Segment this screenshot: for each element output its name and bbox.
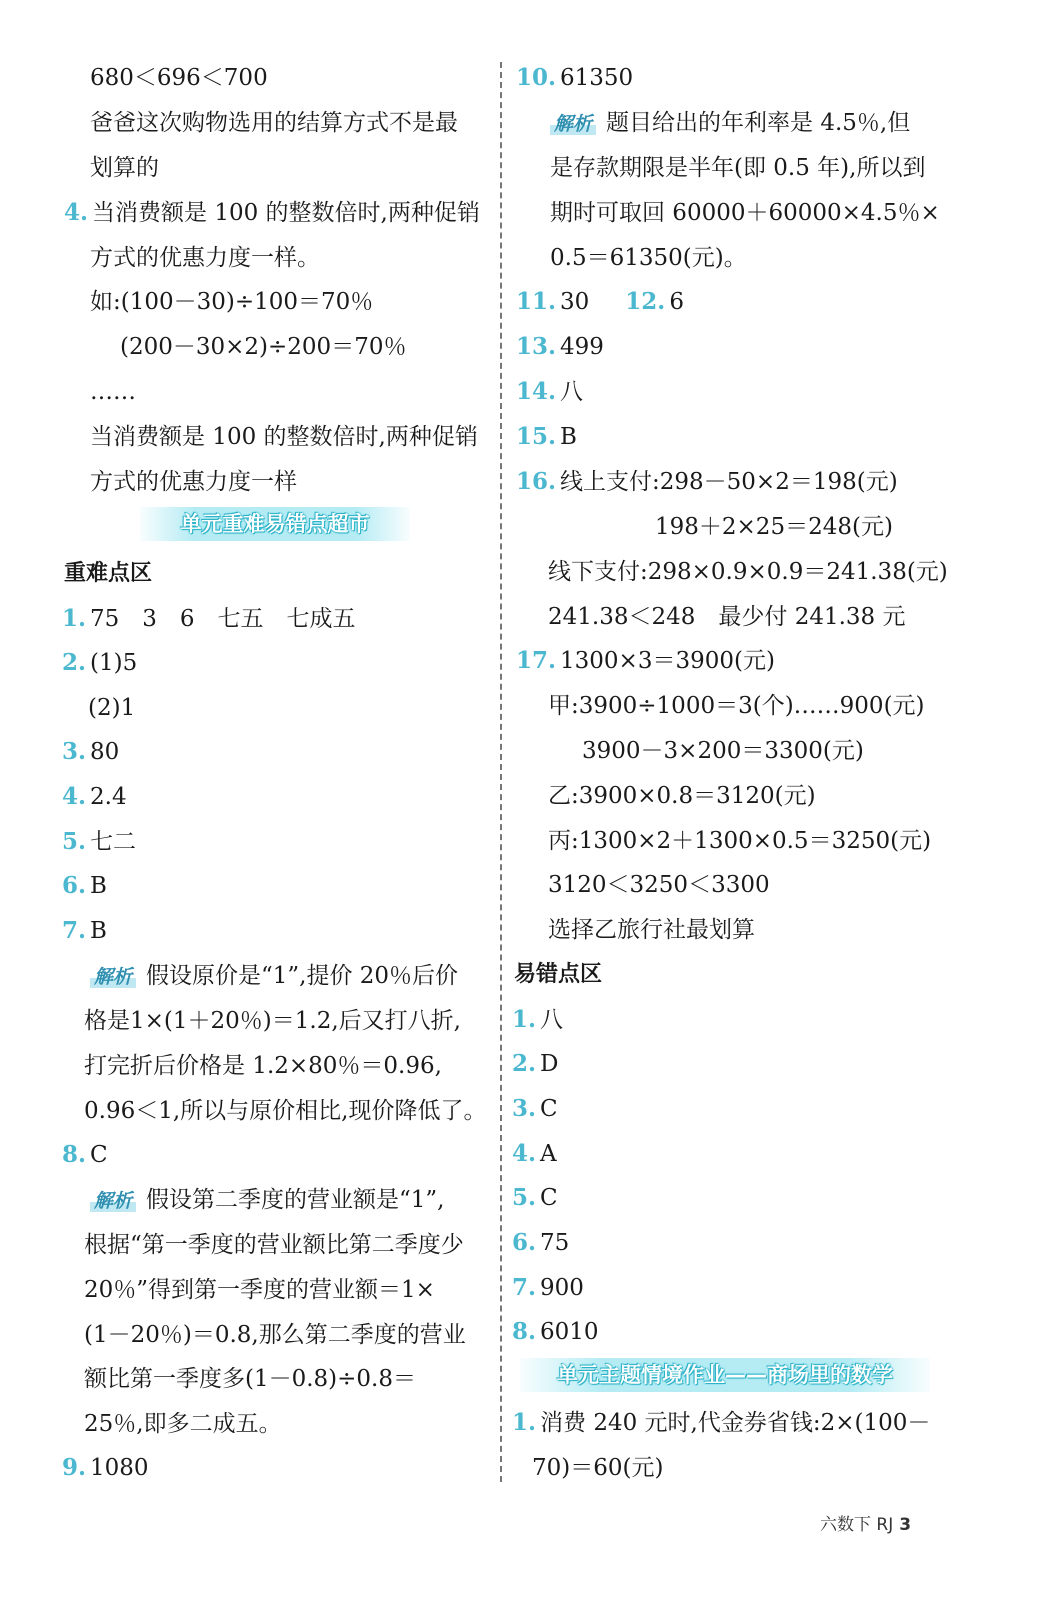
answer-text: 七二 [90, 829, 137, 855]
analysis-line: 0.5＝61350(元)。 [550, 245, 747, 271]
analysis-line: (1－20％)＝0.8,那么第二季度的营业 [84, 1322, 466, 1348]
answer-line [62, 647, 137, 679]
item-number: 1. [512, 1006, 537, 1033]
item-number: 13. [516, 333, 557, 360]
item-number: 7. [512, 1274, 537, 1301]
answer-text: 6010 [540, 1319, 599, 1345]
answer-line [62, 781, 127, 813]
answer-line [512, 1227, 569, 1259]
answer-line [516, 645, 775, 677]
text-line: 198＋2×25＝248(元) [655, 514, 893, 540]
text-line: …… [90, 379, 136, 405]
answer-text: 当消费额是 100 的整数倍时,两种促销 [92, 200, 480, 226]
text-line: 甲:3900÷1000＝3(个)……900(元) [548, 693, 925, 719]
answer-text: 75 [540, 1230, 570, 1256]
analysis-line [90, 960, 458, 993]
answer-line [512, 1182, 558, 1214]
text-line: 当消费额是 100 的整数倍时,两种促销 [90, 424, 478, 450]
item-number: 15. [516, 423, 557, 450]
text-line: 3900－3×200＝3300(元) [582, 738, 864, 764]
answer-line [62, 1139, 108, 1171]
section-heading: 重难点区 [64, 561, 153, 586]
item-number: 11. [516, 288, 557, 315]
item-number: 1. [512, 1409, 537, 1436]
text-line: 选择乙旅行社最划算 [548, 917, 755, 943]
answer-text: 900 [540, 1275, 584, 1301]
text-line: 丙:1300×2＋1300×0.5＝3250(元) [548, 828, 932, 854]
analysis-line: 0.96＜1,所以与原价相比,现价降低了。 [84, 1098, 487, 1124]
item-number: 6. [512, 1229, 537, 1256]
page-footer [820, 1510, 911, 1535]
answer-line [512, 1407, 930, 1439]
item-number: 4. [62, 783, 87, 810]
answer-text: (2)1 [88, 695, 136, 721]
item-number: 2. [512, 1050, 537, 1077]
text-line: 方式的优惠力度一样 [90, 469, 297, 495]
answer-text: 2.4 [90, 784, 127, 810]
item-number: 5. [512, 1184, 537, 1211]
page-number: 3 [899, 1515, 912, 1535]
text-line: 3120＜3250＜3300 [548, 872, 770, 898]
answer-text: 1080 [90, 1455, 149, 1481]
analysis-tag: 解析 [550, 113, 596, 135]
text-line: 线下支付:298×0.9×0.9＝241.38(元) [548, 559, 948, 585]
section-heading: 易错点区 [514, 962, 603, 987]
item-number: 7. [62, 917, 87, 944]
column-divider [500, 62, 502, 1482]
item-number: 3. [62, 738, 87, 765]
text-line: 划算的 [90, 155, 159, 181]
analysis-line: 打完折后价格是 1.2×80％＝0.96, [84, 1053, 442, 1079]
answer-line [516, 62, 633, 94]
analysis-line: 是存款期限是半年(即 0.5 年),所以到 [550, 155, 926, 181]
answer-text: 61350 [560, 65, 634, 91]
answer-text: D [540, 1051, 559, 1077]
item-number: 5. [62, 828, 87, 855]
text-line: 爸爸这次购物选用的结算方式不是最 [90, 110, 458, 136]
answer-line [512, 1316, 599, 1348]
answer-line [516, 466, 898, 498]
answer-text: 八 [560, 379, 584, 405]
item-number: 9. [62, 1454, 87, 1481]
item-number: 14. [516, 378, 557, 405]
answer-text: C [90, 1142, 108, 1168]
text-line: 乙:3900×0.8＝3120(元) [548, 783, 816, 809]
answer-text: (1)5 [90, 650, 138, 676]
answer-text: C [540, 1096, 558, 1122]
answer-line [64, 197, 480, 229]
answer-text: 1300×3＝3900(元) [560, 648, 775, 674]
answer-line [512, 1138, 557, 1170]
item-number: 12. [625, 288, 666, 315]
answer-line [62, 826, 136, 858]
item-number: 2. [62, 649, 87, 676]
answer-line [62, 870, 107, 902]
text-line: 241.38＜248 最少付 241.38 元 [548, 604, 906, 630]
item-number: 6. [62, 872, 87, 899]
analysis-line: 20％”得到第一季度的营业额＝1× [84, 1277, 435, 1303]
answer-text: 消费 240 元时,代金券省钱:2×(100－ [540, 1410, 931, 1436]
answer-text: A [540, 1141, 557, 1167]
answer-text: 75 3 6 七五 七成五 [90, 606, 356, 632]
footer-label: 六数下 RJ [820, 1515, 894, 1535]
answer-line [516, 286, 684, 318]
answer-line [512, 1272, 584, 1304]
item-number: 17. [516, 647, 557, 674]
answer-line [62, 915, 107, 947]
answer-text: B [90, 918, 107, 944]
answer-text: 30 [560, 289, 590, 315]
analysis-text: 题目给出的年利率是 4.5％,但 [606, 110, 911, 136]
answer-line [62, 736, 119, 768]
section-banner: 单元主题情境作业——商场里的数学 [520, 1358, 930, 1392]
answer-line [62, 1452, 149, 1484]
analysis-line [550, 107, 910, 140]
item-number: 4. [64, 199, 89, 226]
answer-line [516, 376, 583, 408]
analysis-line: 根据“第一季度的营业额比第二季度少 [84, 1232, 464, 1258]
analysis-tag: 解析 [90, 966, 136, 988]
answer-text: 80 [90, 739, 120, 765]
answer-text: B [560, 424, 577, 450]
answer-text: 6 [669, 289, 684, 315]
section-banner: 单元重难易错点超市 [140, 507, 410, 541]
item-number: 4. [512, 1140, 537, 1167]
answer-line [62, 603, 356, 635]
item-number: 8. [512, 1318, 537, 1345]
analysis-text: 假设第二季度的营业额是“1”, [146, 1187, 445, 1213]
answer-text: B [90, 873, 107, 899]
text-line: 如:(100－30)÷100＝70％ [90, 289, 374, 315]
answer-line [516, 421, 577, 453]
answer-line [88, 692, 135, 724]
item-number: 1. [62, 605, 87, 632]
analysis-text: 假设原价是“1”,提价 20％后价 [146, 963, 459, 989]
analysis-line [90, 1184, 444, 1217]
item-number: 10. [516, 64, 557, 91]
analysis-line: 格是1×(1＋20％)＝1.2,后又打八折, [84, 1008, 461, 1034]
answer-text: 线上支付:298－50×2＝198(元) [560, 469, 898, 495]
answer-line [512, 1048, 558, 1080]
answer-text: 八 [540, 1007, 564, 1033]
answer-line [512, 1004, 563, 1036]
item-number: 3. [512, 1095, 537, 1122]
analysis-line: 期时可取回 60000＋60000×4.5％× [550, 200, 940, 226]
text-line: 70)＝60(元) [532, 1455, 664, 1481]
answer-text: 499 [560, 334, 604, 360]
item-number: 16. [516, 468, 557, 495]
analysis-line: 25％,即多二成五。 [84, 1411, 282, 1437]
text-line: (200－30×2)÷200＝70％ [120, 334, 407, 360]
item-number: 8. [62, 1141, 87, 1168]
analysis-tag: 解析 [90, 1190, 136, 1212]
text-line: 方式的优惠力度一样。 [90, 245, 320, 271]
analysis-line: 额比第一季度多(1－0.8)÷0.8＝ [84, 1366, 417, 1392]
answer-text: C [540, 1185, 558, 1211]
answer-line [516, 331, 604, 363]
answer-line [512, 1093, 558, 1125]
text-line: 680＜696＜700 [90, 65, 268, 91]
